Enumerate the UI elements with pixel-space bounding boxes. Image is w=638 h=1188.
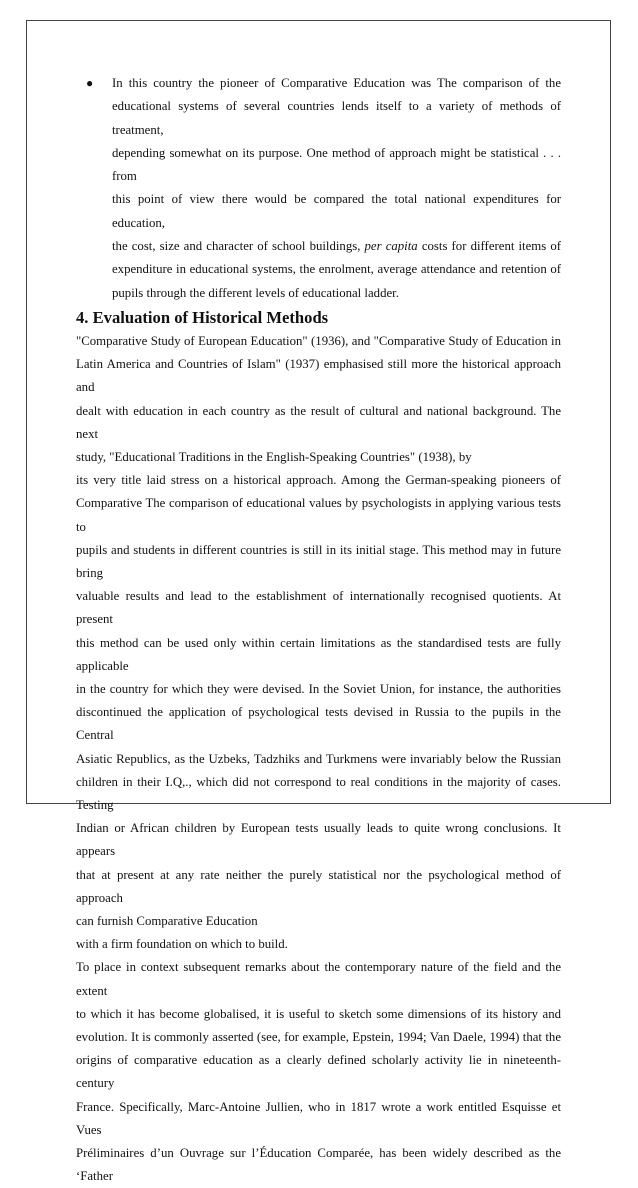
- text-line: France. Specifically, Marc-Antoine Jullien, who in 1817 wrote a work entitled Esquisse et Vues: [76, 1099, 561, 1137]
- text-line: children in their I.Q,., which did not correspond to real conditions in the majority of cases. Testing: [76, 774, 561, 813]
- paragraph-1: [76, 330, 561, 469]
- bullet-icon: ●: [86, 76, 94, 90]
- document-body: [76, 72, 561, 1188]
- text-line: pupils through the different levels of educational ladder.: [112, 285, 399, 300]
- text-line: discontinued the application of psychological tests devised in Russia to the pupils in the Central: [76, 705, 561, 743]
- text-line: origins of comparative education as a clearly defined scholarly activity lie in nineteenth-century: [76, 1053, 561, 1091]
- text-line: valuable results and lead to the establishment of internationally recognised quotients. At present: [76, 589, 561, 627]
- text-line: pupils and students in different countries is still in its initial stage. This method may in future bring: [76, 542, 561, 580]
- text-line-with-italic: [112, 235, 561, 258]
- text-segment: the cost, size and character of school buildings,: [112, 239, 361, 254]
- text-line: Asiatic Republics, as the Uzbeks, Tadzhiks and Turkmens were invariably below the Russian: [76, 751, 561, 766]
- text-line: In this country the pioneer of Comparative Education was The comparison of the: [112, 76, 561, 90]
- text-line: expenditure in educational systems, the enrolment, average attendance and retention of: [112, 262, 561, 277]
- text-line: Comparative The comparison of educational values by psychologists in applying various tests to: [76, 496, 561, 534]
- text-line: this point of view there would be compared the total national expenditures for education,: [112, 192, 561, 230]
- text-line: "Comparative Study of European Education" (1936), and "Comparative Study of Education in: [76, 333, 561, 348]
- italic-term: per capita: [364, 239, 418, 254]
- section-heading: 4. Evaluation of Historical Methods: [76, 307, 329, 327]
- text-line: dealt with education in each country as the result of cultural and national background. The next: [76, 403, 561, 441]
- text-line: To place in context subsequent remarks about the contemporary nature of the field and the extent: [76, 960, 561, 998]
- text-line: Latin America and Countries of Islam" (1937) emphasised still more the historical approach and: [76, 357, 561, 395]
- text-line: in the country for which they were devised. In the Soviet Union, for instance, the authorities: [76, 682, 561, 697]
- text-line: Préliminaires d’un Ouvrage sur l’Éducation Comparée, has been widely described as the ‘Father: [76, 1146, 561, 1184]
- text-line: to which it has become globalised, it is useful to sketch some dimensions of its history and: [76, 1006, 561, 1021]
- text-line: educational systems of several countries lends itself to a variety of methods of treatment,: [112, 99, 561, 137]
- text-line: with a firm foundation on which to build.: [76, 937, 288, 952]
- text-line: this method can be used only within certain limitations as the standardised tests are fully applicable: [76, 635, 561, 673]
- paragraph-4: [76, 956, 561, 1188]
- text-line: evolution. It is commonly asserted (see, for example, Epstein, 1994; Van Daele, 1994) that the: [76, 1030, 561, 1045]
- text-line: Indian or African children by European tests usually leads to quite wrong conclusions. It appears: [76, 821, 561, 859]
- text-line: its very title laid stress on a historical approach. Among the German-speaking pioneers of: [76, 473, 561, 488]
- text-line: depending somewhat on its purpose. One method of approach might be statistical . . . from: [112, 145, 561, 184]
- text-line: study, "Educational Traditions in the English-Speaking Countries" (1938), by: [76, 449, 472, 464]
- text-line: that at present at any rate neither the purely statistical nor the psychological method of approach: [76, 867, 561, 905]
- paragraph-3: [76, 933, 561, 956]
- text-line: can furnish Comparative Education: [76, 914, 258, 929]
- bullet-list-item: [76, 72, 561, 305]
- paragraph-2: [76, 469, 561, 933]
- text-segment: costs for different items of: [421, 239, 562, 254]
